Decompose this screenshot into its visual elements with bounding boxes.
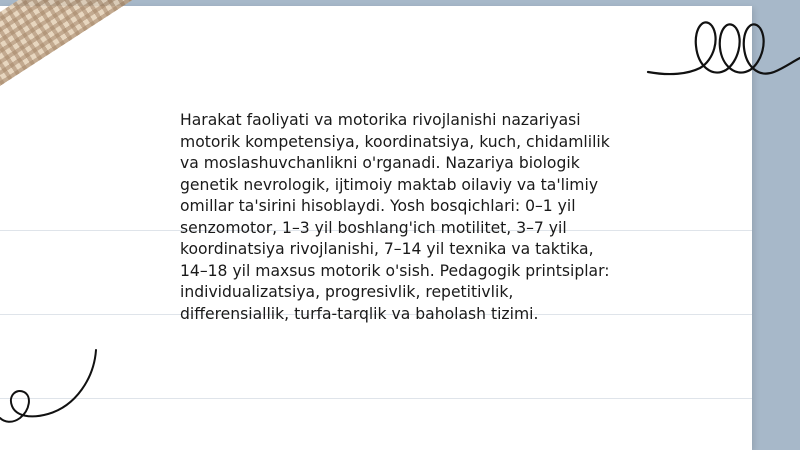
swirl-doodle-icon (0, 348, 110, 428)
paper-rule-line (0, 398, 752, 399)
loop-doodle-icon (640, 10, 800, 85)
slide-body-text: Harakat faoliyati va motorika rivojlanishi nazariyasi motorik kompetensiya, koordinatsiya, kuch, chidamlilik va moslashuvchanlikni o'rganadi. Nazariya biologik genetik nevrologik, ijtimoiy maktab oilaviy va ta'limiy omillar ta'sirini hisoblaydi. Yosh bosqichlari: 0–1 yil senzomotor, 1–3 yil boshlang'ich motilitet, 3–7 yil koordinatsiya rivojlanishi, 7–14 yil texnika va taktika, 14–18 yil maxsus motorik o'sish. Pedagogik printsiplar: individualizatsiya, progresivlik, repetitivlik, differensiallik, turfa-tarqlik va baholash tizimi. (180, 111, 610, 323)
